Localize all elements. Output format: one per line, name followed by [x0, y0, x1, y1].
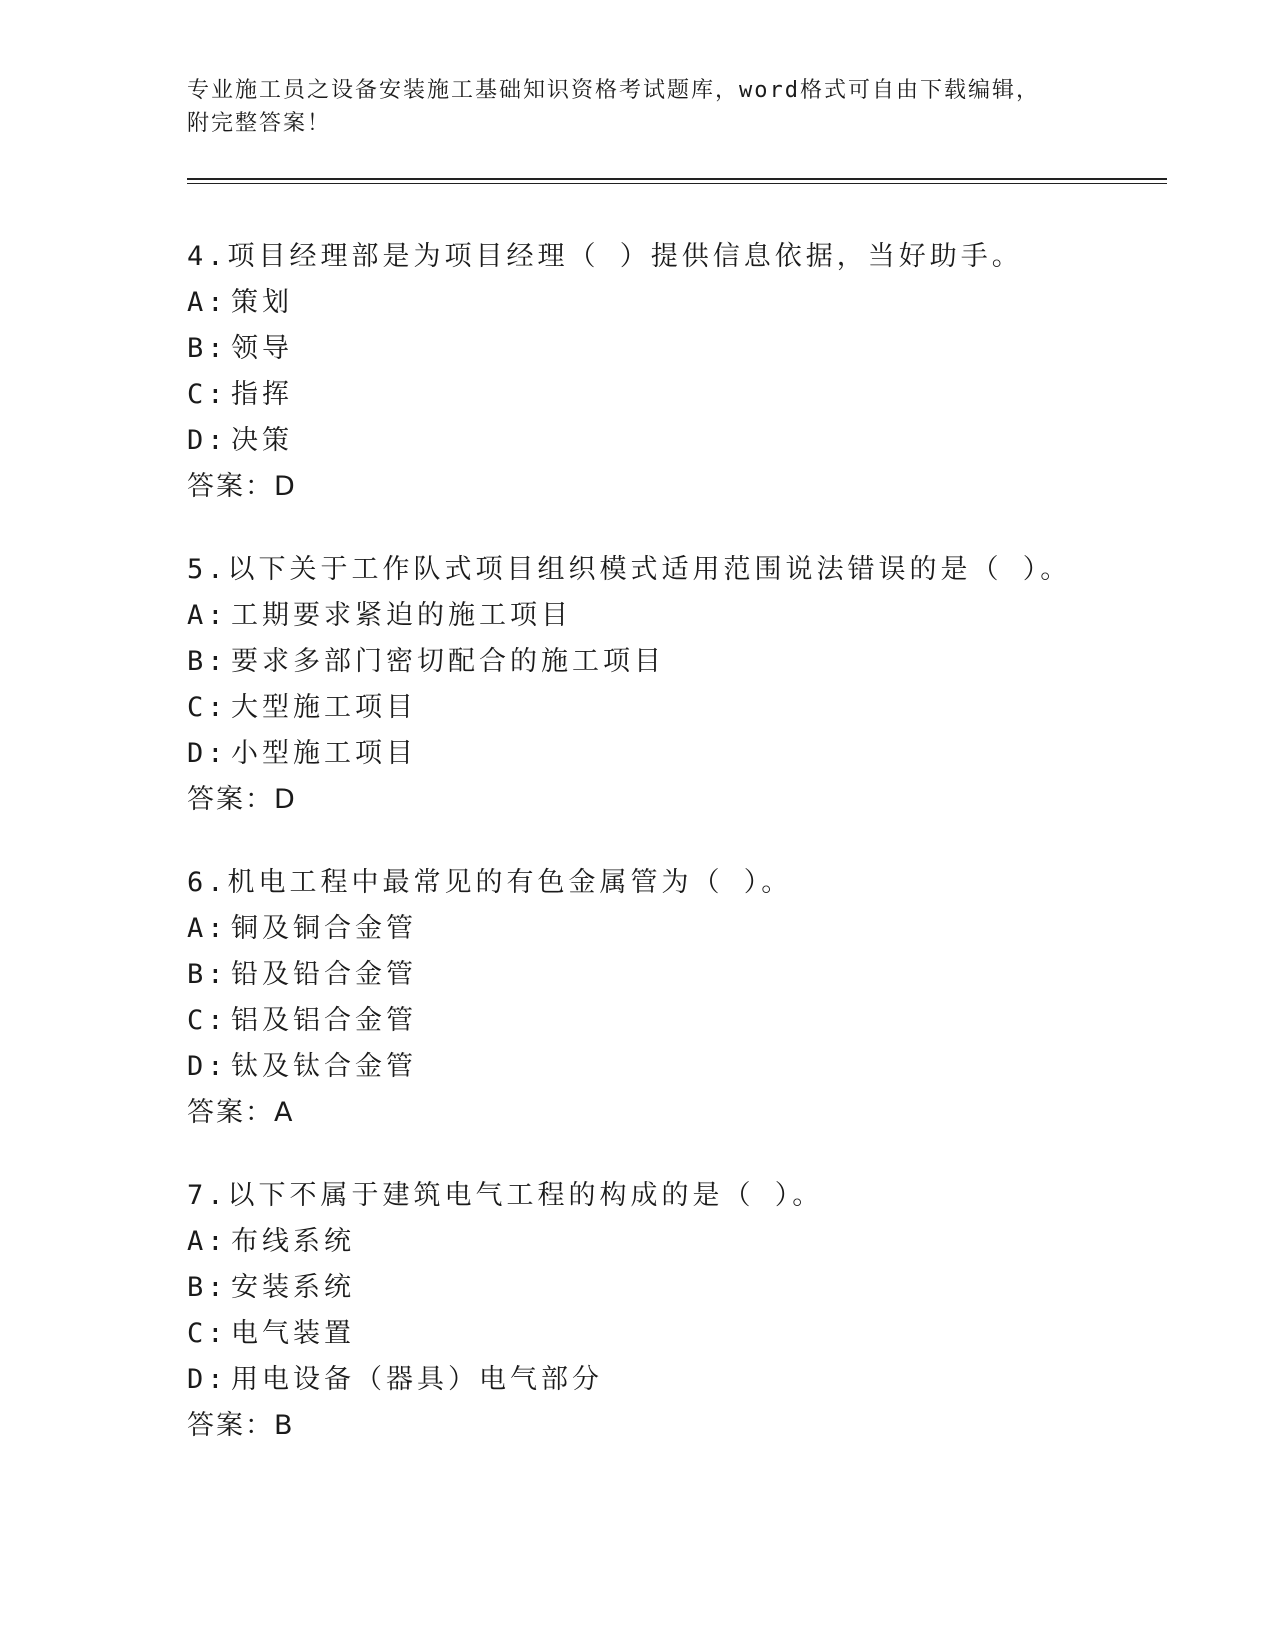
question-stem: 5.以下关于工作队式项目组织模式适用范围说法错误的是（ ）。 — [187, 554, 1072, 585]
option-text: 电气装置 — [231, 1318, 355, 1349]
option-letter: B: — [187, 646, 228, 677]
option-b — [187, 639, 1167, 685]
option-letter: C: — [187, 379, 228, 410]
option-letter: D: — [187, 425, 228, 456]
option-letter: D: — [187, 1364, 228, 1395]
option-d — [187, 418, 1167, 464]
option-b — [187, 326, 1167, 372]
option-letter: C: — [187, 692, 228, 723]
option-letter: B: — [187, 959, 228, 990]
document-header — [187, 74, 1087, 140]
option-letter: D: — [187, 1051, 228, 1082]
option-letter: A: — [187, 287, 228, 318]
option-d — [187, 1357, 1167, 1403]
option-a — [187, 280, 1167, 326]
answer: 答案：D — [187, 471, 297, 502]
option-text: 工期要求紧迫的施工项目 — [231, 600, 572, 631]
question-stem: 7.以下不属于建筑电气工程的构成的是（ ）。 — [187, 1180, 824, 1211]
option-letter: A: — [187, 600, 228, 631]
option-text: 用电设备（器具）电气部分 — [231, 1364, 603, 1395]
option-text: 安装系统 — [231, 1272, 355, 1303]
option-text: 布线系统 — [231, 1226, 355, 1257]
option-b — [187, 952, 1167, 998]
question-stem: 6.机电工程中最常见的有色金属管为（ ）。 — [187, 867, 793, 898]
option-c — [187, 1311, 1167, 1357]
option-c — [187, 685, 1167, 731]
option-a — [187, 906, 1167, 952]
question-5 — [187, 547, 1167, 823]
option-c — [187, 372, 1167, 418]
option-letter: A: — [187, 1226, 228, 1257]
option-c — [187, 998, 1167, 1044]
option-text: 要求多部门密切配合的施工项目 — [231, 646, 665, 677]
option-text: 小型施工项目 — [231, 738, 417, 769]
option-letter: B: — [187, 1272, 228, 1303]
document-page — [187, 74, 1167, 1441]
option-letter: A: — [187, 913, 228, 944]
header-divider-thick — [187, 178, 1167, 180]
option-a — [187, 1219, 1167, 1265]
option-text: 策划 — [231, 287, 293, 318]
question-stem: 4.项目经理部是为项目经理（ ）提供信息依据，当好助手。 — [187, 241, 1023, 272]
option-d — [187, 1044, 1167, 1090]
option-text: 决策 — [231, 425, 293, 456]
option-text: 钛及钛合金管 — [231, 1051, 417, 1082]
option-text: 铅及铅合金管 — [231, 959, 417, 990]
option-a — [187, 593, 1167, 639]
question-list — [187, 234, 1167, 1486]
option-b — [187, 1265, 1167, 1311]
option-letter: C: — [187, 1318, 228, 1349]
option-text: 铝及铝合金管 — [231, 1005, 417, 1036]
header-divider-thin — [187, 183, 1167, 184]
option-text: 大型施工项目 — [231, 692, 417, 723]
question-6 — [187, 860, 1167, 1136]
option-text: 铜及铜合金管 — [231, 913, 417, 944]
option-d — [187, 731, 1167, 777]
option-text: 指挥 — [231, 379, 293, 410]
answer: 答案：A — [187, 1097, 295, 1128]
option-letter: D: — [187, 738, 228, 769]
header-line-2: 附完整答案！ — [187, 111, 332, 136]
option-letter: C: — [187, 1005, 228, 1036]
answer: 答案：D — [187, 784, 297, 815]
option-text: 领导 — [231, 333, 293, 364]
option-letter: B: — [187, 333, 228, 364]
header-line-1: 专业施工员之设备安装施工基础知识资格考试题库，word格式可自由下载编辑， — [187, 78, 1040, 103]
answer: 答案：B — [187, 1410, 295, 1441]
question-4 — [187, 234, 1167, 510]
question-7 — [187, 1173, 1167, 1449]
